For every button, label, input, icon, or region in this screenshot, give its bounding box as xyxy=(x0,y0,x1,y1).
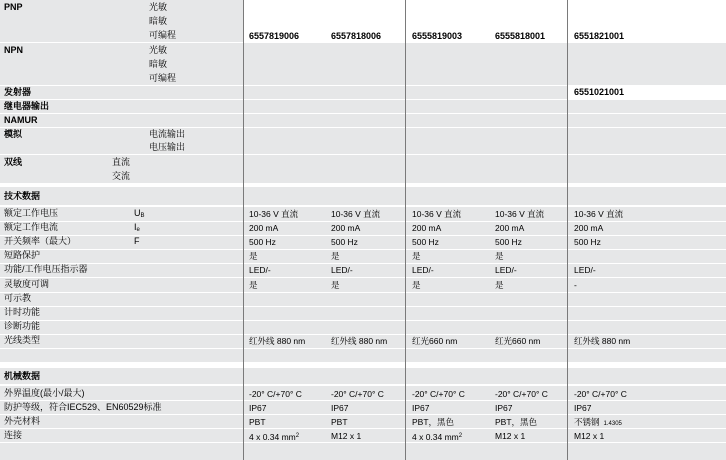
tech-value-cell: 红外线 880 nm xyxy=(249,336,306,346)
npn-sub-2: 可编程 xyxy=(149,73,177,83)
npn-sub-1: 暗敏 xyxy=(149,59,168,69)
tech-row-symbol-letter: F xyxy=(134,236,140,246)
mech-value-cell xyxy=(495,431,525,442)
tech-row-label: 开关频率（最大） xyxy=(4,236,77,246)
part-number-1: 6557818006 xyxy=(331,31,382,41)
band-dual xyxy=(0,155,726,183)
tech-value-cell: 10-36 V 直流 xyxy=(412,209,462,219)
tech-value-cell: 是 xyxy=(331,251,340,261)
mech-value-text: IP67 xyxy=(331,403,349,413)
mech-value-text: -20° C/+70° C xyxy=(331,389,384,399)
row-label-npn: NPN xyxy=(4,45,24,55)
mech-row-label: 连接 xyxy=(4,430,23,440)
mech-value-cell xyxy=(574,417,622,430)
row-separator xyxy=(0,277,726,278)
pnp-sub-0: 光敏 xyxy=(149,2,168,12)
row-separator xyxy=(0,306,726,307)
tech-row-symbol-sub: B xyxy=(140,213,145,219)
row-separator xyxy=(0,292,726,293)
mech-value-cell xyxy=(249,403,267,414)
tech-value-cell: 是 xyxy=(331,280,340,290)
tech-value-cell: 500 Hz xyxy=(412,237,439,247)
band-tech-header xyxy=(0,187,726,205)
mech-value-cell xyxy=(412,403,430,414)
row-label-namur: NAMUR xyxy=(4,115,38,125)
part-number-0: 6557819006 xyxy=(249,31,300,41)
tech-value-cell: - xyxy=(574,280,577,290)
tech-value-cell: 红外线 880 nm xyxy=(574,336,631,346)
row-separator xyxy=(0,348,726,349)
mech-value-text: -20° C/+70° C xyxy=(249,389,302,399)
dual-sub-1: 交流 xyxy=(112,171,131,181)
row-label-dual: 双线 xyxy=(4,157,23,167)
row-label-relay: 继电器输出 xyxy=(4,101,50,111)
mech-value-cell xyxy=(331,389,384,400)
tech-row-label: 额定工作电压 xyxy=(4,208,59,218)
tech-row-symbol-letter: I xyxy=(134,222,137,232)
band-analog xyxy=(0,128,726,154)
tech-value-cell: 是 xyxy=(412,251,421,261)
tech-section-title: 技术数据 xyxy=(4,191,41,201)
row-label-analog: 模拟 xyxy=(4,129,23,139)
mech-value-cell xyxy=(412,389,465,400)
area-unit-superscript: 2 xyxy=(295,433,300,439)
band-mech-header xyxy=(0,368,726,384)
mech-row-label: 防护等级，符合IEC529、EN60529标准 xyxy=(4,402,162,412)
mech-value-text: 不锈钢 xyxy=(574,417,600,427)
tech-row-symbol xyxy=(134,208,145,222)
mech-value-text: M12 x 1 xyxy=(331,431,362,441)
tech-row-label: 短路保护 xyxy=(4,250,41,260)
mech-value-cell xyxy=(495,417,537,428)
tech-value-cell: 是 xyxy=(495,251,504,261)
col-divider xyxy=(243,0,244,460)
mech-value-text: 4 x 0.34 mm xyxy=(412,432,459,442)
mech-value-cell xyxy=(412,431,462,443)
mech-value-cell xyxy=(495,389,548,400)
part-number-4: 6551821001 xyxy=(574,31,625,41)
mech-row-label: 外壳材料 xyxy=(4,416,41,426)
mech-value-text: IP67 xyxy=(495,403,513,413)
mech-section-title: 机械数据 xyxy=(4,371,41,381)
mech-value-cell xyxy=(574,403,592,414)
tech-row-label: 功能/工作电压指示器 xyxy=(4,264,88,274)
tech-value-cell: LED/- xyxy=(249,265,271,275)
tech-row-label: 计时功能 xyxy=(4,307,41,317)
mech-value-text: M12 x 1 xyxy=(495,431,526,441)
tech-value-cell: LED/- xyxy=(495,265,517,275)
dual-sub-0: 直流 xyxy=(112,157,131,167)
tech-value-cell: 200 mA xyxy=(495,223,525,233)
mech-value-text: 4 x 0.34 mm xyxy=(249,432,296,442)
mech-value-text: -20° C/+70° C xyxy=(574,389,627,399)
mech-value-text: PBT xyxy=(331,417,348,427)
mech-value-text: PBT，黑色 xyxy=(412,417,455,427)
tech-value-cell: 红光660 nm xyxy=(412,336,458,346)
mech-value-cell xyxy=(331,403,349,414)
mech-row-label: 外界温度(最小/最大) xyxy=(4,388,85,398)
tech-value-cell: 200 mA xyxy=(331,223,361,233)
col-divider xyxy=(405,0,406,460)
part-number-3: 6555818001 xyxy=(495,31,546,41)
mech-value-cell xyxy=(574,431,604,442)
part-number-header-box xyxy=(243,0,726,42)
tech-value-cell: 红光660 nm xyxy=(495,336,541,346)
tech-value-cell: LED/- xyxy=(412,265,434,275)
tech-value-cell: 500 Hz xyxy=(495,237,522,247)
tech-value-cell: 200 mA xyxy=(412,223,442,233)
mech-value-cell xyxy=(331,417,348,428)
pnp-sub-1: 暗敏 xyxy=(149,16,168,26)
tech-value-cell: 10-36 V 直流 xyxy=(249,209,299,219)
row-separator xyxy=(0,320,726,321)
mech-value-cell xyxy=(249,389,302,400)
row-separator xyxy=(0,400,726,401)
mech-value-text: IP67 xyxy=(412,403,430,413)
tech-row-label: 可示教 xyxy=(4,293,32,303)
tech-value-cell: 500 Hz xyxy=(249,237,276,247)
tech-value-cell: 10-36 V 直流 xyxy=(495,209,545,219)
mech-value-text: IP67 xyxy=(574,403,592,413)
mech-value-cell xyxy=(574,389,627,400)
mech-value-cell xyxy=(249,417,266,428)
row-label-pnp: PNP xyxy=(4,2,23,12)
tech-row-symbol-sub: e xyxy=(136,227,140,233)
part-number-2: 6555819003 xyxy=(412,31,463,41)
mech-value-text: PBT，黑色 xyxy=(495,417,538,427)
analog-sub-0: 电流输出 xyxy=(149,129,186,139)
pnp-sub-2: 可编程 xyxy=(149,30,177,40)
emitter-part-number: 6551021001 xyxy=(574,87,625,97)
row-separator xyxy=(0,334,726,335)
tech-row-symbol xyxy=(134,236,140,247)
tech-row-label: 灵敏度可调 xyxy=(4,279,50,289)
analog-sub-1: 电压输出 xyxy=(149,142,186,152)
mech-value-text: PBT xyxy=(249,417,266,427)
band-namur xyxy=(0,114,726,127)
tech-value-cell: 是 xyxy=(495,280,504,290)
col-divider xyxy=(567,0,568,460)
npn-sub-0: 光敏 xyxy=(149,45,168,55)
tech-value-cell: 10-36 V 直流 xyxy=(574,209,624,219)
tech-value-cell: 500 Hz xyxy=(331,237,358,247)
area-unit-superscript: 2 xyxy=(458,433,463,439)
mech-value-cell xyxy=(331,431,361,442)
tech-row-symbol xyxy=(134,222,140,236)
mech-value-text: M12 x 1 xyxy=(574,431,605,441)
steel-grade-note: 1.4305 xyxy=(603,421,622,427)
tech-row-label: 诊断功能 xyxy=(4,321,41,331)
row-separator xyxy=(0,249,726,250)
row-separator xyxy=(0,414,726,415)
band-relay xyxy=(0,100,726,113)
band-npn xyxy=(0,43,726,85)
tech-value-cell: 是 xyxy=(249,280,258,290)
tech-row-label: 额定工作电流 xyxy=(4,222,59,232)
tech-value-cell: LED/- xyxy=(331,265,353,275)
row-separator xyxy=(0,235,726,236)
mech-value-text: -20° C/+70° C xyxy=(412,389,465,399)
row-separator xyxy=(0,442,726,443)
tech-row-label: 光线类型 xyxy=(4,335,41,345)
mech-value-text: -20° C/+70° C xyxy=(495,389,548,399)
tech-value-cell: LED/- xyxy=(574,265,596,275)
row-separator xyxy=(0,221,726,222)
tech-value-cell: 10-36 V 直流 xyxy=(331,209,381,219)
tech-row-symbol-letter: U xyxy=(134,208,141,218)
tech-value-cell: 200 mA xyxy=(249,223,279,233)
mech-value-cell xyxy=(495,403,513,414)
mech-value-text: IP67 xyxy=(249,403,267,413)
tech-value-cell: 是 xyxy=(249,251,258,261)
row-separator xyxy=(0,263,726,264)
row-label-emitter: 发射器 xyxy=(4,87,32,97)
tech-value-cell: 200 mA xyxy=(574,223,604,233)
mech-value-cell xyxy=(249,431,299,443)
mech-value-cell xyxy=(412,417,454,428)
tech-value-cell: 红外线 880 nm xyxy=(331,336,388,346)
tech-value-cell: 是 xyxy=(412,280,421,290)
tech-value-cell: 500 Hz xyxy=(574,237,601,247)
